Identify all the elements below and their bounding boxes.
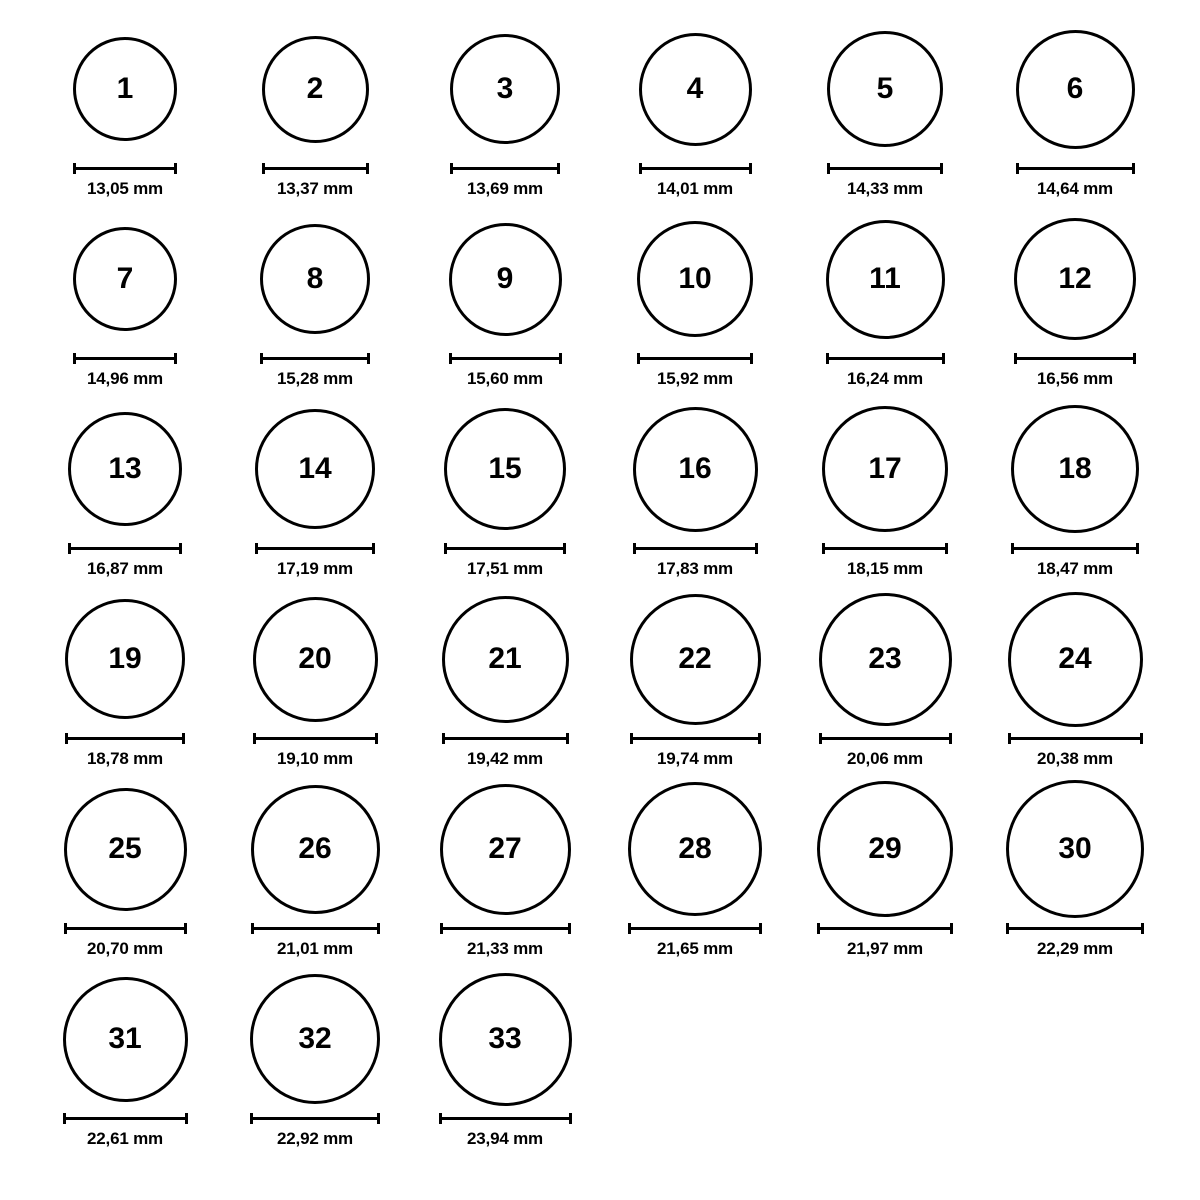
ring-circle <box>630 594 761 725</box>
measure-bar-icon <box>73 163 177 174</box>
ring-size-cell <box>600 778 790 968</box>
ring-circle <box>255 409 375 529</box>
diameter-measure-bar <box>73 162 177 174</box>
ring-circle <box>63 977 188 1102</box>
ring-size-grid <box>0 18 1200 1158</box>
measure-bar-line <box>1011 547 1139 550</box>
ring-size-label: 17 <box>868 452 902 485</box>
measure-bar-icon <box>633 543 758 554</box>
measure-bar-icon <box>65 733 185 744</box>
measure-bar-icon <box>64 923 187 934</box>
measure-bar-icon <box>440 923 571 934</box>
diameter-measure-bar <box>255 542 375 554</box>
ring-circle <box>439 973 572 1106</box>
ring-size-cell <box>410 18 600 208</box>
ring-circle-wrap <box>410 968 600 1110</box>
measure-bar-icon <box>250 1113 380 1124</box>
measure-bar-line <box>817 927 953 930</box>
diameter-value: 16,56 mm <box>1037 369 1113 388</box>
measure-bar-icon <box>450 163 560 174</box>
measure-bar-icon <box>817 923 953 934</box>
ring-size-cell <box>220 398 410 588</box>
ring-circle-wrap <box>790 398 980 540</box>
ring-circle <box>260 224 370 334</box>
diameter-value: 14,96 mm <box>87 369 163 388</box>
ring-circle-wrap <box>220 18 410 160</box>
ring-size-label: 25 <box>108 832 142 865</box>
diameter-measure-bar <box>250 1112 380 1124</box>
ring-size-cell <box>30 588 220 778</box>
diameter-value: 19,74 mm <box>657 749 733 768</box>
ring-size-label: 6 <box>1066 72 1084 105</box>
ring-circle-wrap <box>30 398 220 540</box>
ring-size-cell <box>790 588 980 778</box>
diameter-value: 15,92 mm <box>657 369 733 388</box>
ring-circle <box>449 223 562 336</box>
diameter-value: 17,19 mm <box>277 559 353 578</box>
measure-bar-line <box>628 927 762 930</box>
measure-bar-icon <box>449 353 562 364</box>
diameter-value: 20,38 mm <box>1037 749 1113 768</box>
ring-size-label: 27 <box>488 832 522 865</box>
measure-bar-line <box>826 357 945 360</box>
diameter-measure-bar <box>817 922 953 934</box>
ring-circle-wrap <box>30 208 220 350</box>
diameter-value: 21,97 mm <box>847 939 923 958</box>
diameter-value: 16,87 mm <box>87 559 163 578</box>
ring-size-cell <box>600 18 790 208</box>
diameter-value: 13,05 mm <box>87 179 163 198</box>
ring-circle-wrap <box>220 398 410 540</box>
measure-bar-icon <box>439 1113 572 1124</box>
ring-circle-wrap <box>410 778 600 920</box>
ring-circle <box>262 36 369 143</box>
ring-circle <box>827 31 943 147</box>
measure-bar-line <box>260 357 370 360</box>
ring-size-label: 31 <box>108 1022 142 1055</box>
measure-bar-line <box>1006 927 1144 930</box>
ring-size-label: 22 <box>678 642 712 675</box>
diameter-measure-bar <box>1014 352 1136 364</box>
ring-circle <box>637 221 753 337</box>
ring-size-label: 9 <box>496 262 514 295</box>
diameter-measure-bar <box>450 162 560 174</box>
measure-bar-line <box>64 927 187 930</box>
ring-size-label: 29 <box>868 832 902 865</box>
ring-circle-wrap <box>980 398 1170 540</box>
ring-size-cell <box>410 208 600 398</box>
ring-size-cell <box>220 18 410 208</box>
diameter-value: 16,24 mm <box>847 369 923 388</box>
measure-bar-icon <box>255 543 375 554</box>
ring-size-label: 11 <box>869 262 901 295</box>
measure-bar-icon <box>1008 733 1143 744</box>
measure-bar-line <box>1008 737 1143 740</box>
diameter-value: 15,60 mm <box>467 369 543 388</box>
ring-size-label: 21 <box>488 642 522 675</box>
diameter-measure-bar <box>262 162 369 174</box>
diameter-measure-bar <box>633 542 758 554</box>
measure-bar-icon <box>639 163 752 174</box>
ring-circle <box>826 220 945 339</box>
ring-circle <box>73 227 177 331</box>
measure-bar-line <box>73 357 177 360</box>
ring-size-label: 19 <box>108 642 142 675</box>
ring-circle-wrap <box>980 778 1170 920</box>
ring-circle <box>450 34 560 144</box>
measure-bar-icon <box>826 353 945 364</box>
ring-circle <box>64 788 187 911</box>
ring-circle <box>822 406 948 532</box>
diameter-value: 23,94 mm <box>467 1129 543 1148</box>
ring-circle-wrap <box>980 18 1170 160</box>
ring-circle <box>253 597 378 722</box>
measure-bar-line <box>251 927 380 930</box>
measure-bar-line <box>73 167 177 170</box>
diameter-measure-bar <box>449 352 562 364</box>
ring-size-cell <box>980 18 1170 208</box>
ring-circle-wrap <box>410 18 600 160</box>
measure-bar-icon <box>444 543 566 554</box>
ring-size-label: 1 <box>116 72 134 105</box>
diameter-value: 21,65 mm <box>657 939 733 958</box>
diameter-measure-bar <box>444 542 566 554</box>
ring-circle-wrap <box>30 778 220 920</box>
measure-bar-icon <box>1011 543 1139 554</box>
ring-circle-wrap <box>600 18 790 160</box>
ring-circle <box>440 784 571 915</box>
diameter-measure-bar <box>826 352 945 364</box>
diameter-measure-bar <box>1006 922 1144 934</box>
ring-circle <box>251 785 380 914</box>
ring-circle <box>442 596 569 723</box>
ring-circle-wrap <box>790 208 980 350</box>
diameter-measure-bar <box>639 162 752 174</box>
measure-bar-icon <box>628 923 762 934</box>
ring-size-cell <box>30 778 220 968</box>
ring-size-label: 15 <box>488 452 522 485</box>
measure-bar-line <box>442 737 569 740</box>
measure-bar-line <box>630 737 761 740</box>
diameter-measure-bar <box>827 162 943 174</box>
ring-circle <box>633 407 758 532</box>
diameter-value: 17,83 mm <box>657 559 733 578</box>
diameter-value: 22,92 mm <box>277 1129 353 1148</box>
diameter-measure-bar <box>253 732 378 744</box>
ring-size-cell <box>790 18 980 208</box>
ring-circle-wrap <box>410 588 600 730</box>
ring-circle <box>1014 218 1136 340</box>
ring-circle-wrap <box>600 208 790 350</box>
measure-bar-line <box>68 547 182 550</box>
ring-size-cell <box>410 778 600 968</box>
measure-bar-icon <box>630 733 761 744</box>
measure-bar-icon <box>253 733 378 744</box>
diameter-measure-bar <box>819 732 952 744</box>
ring-size-cell <box>600 398 790 588</box>
ring-size-cell <box>30 398 220 588</box>
ring-circle-wrap <box>980 588 1170 730</box>
diameter-measure-bar <box>822 542 948 554</box>
measure-bar-line <box>819 737 952 740</box>
ring-size-label: 12 <box>1058 262 1092 295</box>
ring-circle <box>68 412 182 526</box>
ring-size-label: 14 <box>298 452 332 485</box>
diameter-value: 20,70 mm <box>87 939 163 958</box>
measure-bar-icon <box>1016 163 1135 174</box>
measure-bar-line <box>440 927 571 930</box>
ring-size-label: 32 <box>298 1022 332 1055</box>
measure-bar-line <box>633 547 758 550</box>
measure-bar-line <box>822 547 948 550</box>
ring-size-cell <box>220 778 410 968</box>
ring-size-cell <box>790 778 980 968</box>
ring-circle-wrap <box>30 588 220 730</box>
measure-bar-line <box>262 167 369 170</box>
ring-size-cell <box>410 398 600 588</box>
ring-circle-wrap <box>600 588 790 730</box>
ring-circle-wrap <box>410 398 600 540</box>
ring-size-cell <box>220 208 410 398</box>
ring-size-cell <box>600 588 790 778</box>
measure-bar-icon <box>63 1113 188 1124</box>
measure-bar-line <box>1014 357 1136 360</box>
ring-circle-wrap <box>220 968 410 1110</box>
measure-bar-line <box>450 167 560 170</box>
ring-size-cell <box>790 208 980 398</box>
measure-bar-icon <box>1006 923 1144 934</box>
ring-size-cell <box>30 968 220 1158</box>
diameter-value: 15,28 mm <box>277 369 353 388</box>
ring-size-cell <box>600 208 790 398</box>
measure-bar-icon <box>251 923 380 934</box>
diameter-measure-bar <box>1011 542 1139 554</box>
measure-bar-icon <box>637 353 753 364</box>
measure-bar-line <box>827 167 943 170</box>
ring-size-label: 28 <box>678 832 712 865</box>
ring-size-label: 10 <box>678 262 712 295</box>
ring-circle-wrap <box>790 18 980 160</box>
measure-bar-line <box>253 737 378 740</box>
diameter-value: 18,78 mm <box>87 749 163 768</box>
ring-circle <box>817 781 953 917</box>
ring-size-label: 7 <box>116 262 134 295</box>
measure-bar-icon <box>262 163 369 174</box>
ring-size-label: 16 <box>678 452 712 485</box>
diameter-measure-bar <box>73 352 177 364</box>
ring-size-label: 20 <box>298 642 332 675</box>
ring-circle-wrap <box>790 778 980 920</box>
ring-circle <box>1016 30 1135 149</box>
measure-bar-line <box>439 1117 572 1120</box>
ring-size-label: 4 <box>686 72 704 105</box>
diameter-value: 22,29 mm <box>1037 939 1113 958</box>
ring-circle-wrap <box>980 208 1170 350</box>
ring-circle <box>1006 780 1144 918</box>
ring-circle <box>1011 405 1139 533</box>
measure-bar-line <box>1016 167 1135 170</box>
ring-size-cell <box>410 588 600 778</box>
ring-circle-wrap <box>600 778 790 920</box>
diameter-value: 18,15 mm <box>847 559 923 578</box>
ring-size-cell <box>980 778 1170 968</box>
diameter-value: 17,51 mm <box>467 559 543 578</box>
measure-bar-icon <box>73 353 177 364</box>
ring-size-cell <box>220 968 410 1158</box>
ring-circle <box>819 593 952 726</box>
ring-size-cell <box>980 588 1170 778</box>
ring-circle-wrap <box>410 208 600 350</box>
ring-circle-wrap <box>220 208 410 350</box>
ring-size-label: 26 <box>298 832 332 865</box>
diameter-measure-bar <box>630 732 761 744</box>
diameter-value: 19,10 mm <box>277 749 353 768</box>
diameter-value: 20,06 mm <box>847 749 923 768</box>
ring-size-cell <box>30 208 220 398</box>
diameter-measure-bar <box>64 922 187 934</box>
diameter-value: 13,69 mm <box>467 179 543 198</box>
diameter-value: 18,47 mm <box>1037 559 1113 578</box>
measure-bar-line <box>250 1117 380 1120</box>
ring-size-label: 13 <box>108 452 142 485</box>
measure-bar-icon <box>819 733 952 744</box>
ring-circle-wrap <box>220 588 410 730</box>
ring-circle-wrap <box>220 778 410 920</box>
ring-circle <box>444 408 566 530</box>
diameter-measure-bar <box>1016 162 1135 174</box>
ring-circle <box>628 782 762 916</box>
ring-circle-wrap <box>790 588 980 730</box>
measure-bar-line <box>639 167 752 170</box>
ring-size-label: 8 <box>306 262 324 295</box>
diameter-value: 14,33 mm <box>847 179 923 198</box>
measure-bar-icon <box>827 163 943 174</box>
ring-size-label: 2 <box>306 72 324 105</box>
diameter-measure-bar <box>251 922 380 934</box>
diameter-value: 19,42 mm <box>467 749 543 768</box>
ring-circle-wrap <box>30 18 220 160</box>
measure-bar-line <box>63 1117 188 1120</box>
diameter-measure-bar <box>65 732 185 744</box>
diameter-value: 14,01 mm <box>657 179 733 198</box>
ring-size-label: 23 <box>868 642 902 675</box>
ring-size-label: 24 <box>1058 642 1092 675</box>
ring-circle <box>73 37 177 141</box>
ring-size-label: 5 <box>876 72 894 105</box>
diameter-measure-bar <box>628 922 762 934</box>
measure-bar-line <box>65 737 185 740</box>
ring-size-cell <box>790 398 980 588</box>
diameter-measure-bar <box>442 732 569 744</box>
diameter-value: 21,01 mm <box>277 939 353 958</box>
diameter-value: 21,33 mm <box>467 939 543 958</box>
ring-circle <box>250 974 380 1104</box>
diameter-measure-bar <box>440 922 571 934</box>
ring-size-cell <box>220 588 410 778</box>
ring-size-label: 30 <box>1058 832 1092 865</box>
measure-bar-icon <box>68 543 182 554</box>
measure-bar-line <box>255 547 375 550</box>
diameter-measure-bar <box>1008 732 1143 744</box>
measure-bar-icon <box>260 353 370 364</box>
ring-circle <box>65 599 185 719</box>
ring-size-label: 3 <box>496 72 514 105</box>
diameter-measure-bar <box>637 352 753 364</box>
diameter-measure-bar <box>68 542 182 554</box>
ring-circle <box>1008 592 1143 727</box>
diameter-measure-bar <box>260 352 370 364</box>
ring-size-label: 33 <box>488 1022 522 1055</box>
measure-bar-line <box>637 357 753 360</box>
diameter-measure-bar <box>439 1112 572 1124</box>
diameter-value: 13,37 mm <box>277 179 353 198</box>
ring-circle-wrap <box>600 398 790 540</box>
ring-size-label: 18 <box>1058 452 1092 485</box>
ring-size-cell <box>30 18 220 208</box>
measure-bar-icon <box>442 733 569 744</box>
measure-bar-line <box>449 357 562 360</box>
measure-bar-icon <box>1014 353 1136 364</box>
measure-bar-line <box>444 547 566 550</box>
measure-bar-icon <box>822 543 948 554</box>
ring-size-cell <box>980 398 1170 588</box>
ring-circle <box>639 33 752 146</box>
diameter-value: 14,64 mm <box>1037 179 1113 198</box>
diameter-measure-bar <box>63 1112 188 1124</box>
ring-circle-wrap <box>30 968 220 1110</box>
ring-size-cell <box>980 208 1170 398</box>
diameter-value: 22,61 mm <box>87 1129 163 1148</box>
ring-size-cell <box>410 968 600 1158</box>
